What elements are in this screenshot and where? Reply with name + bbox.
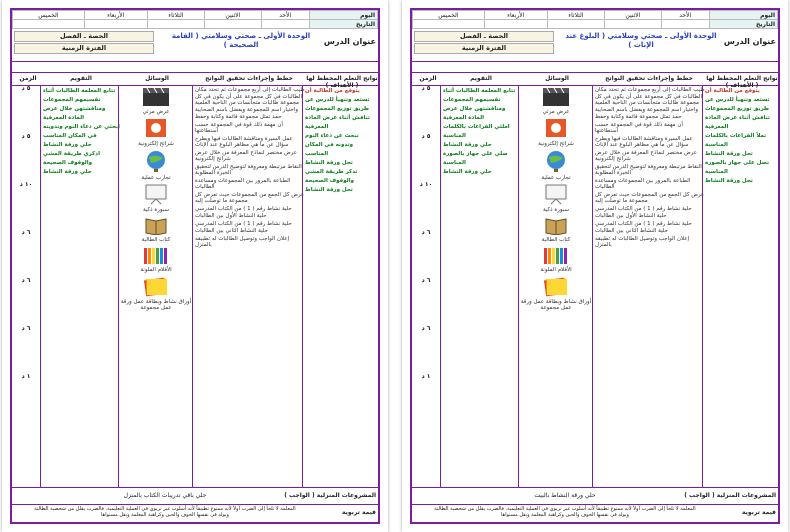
paper-stack-icon xyxy=(141,275,171,297)
media-caption: الأقلام الملونة xyxy=(540,267,572,273)
lesson-label: عنوان الدرس xyxy=(323,37,376,46)
procedures-column xyxy=(592,85,707,488)
procedure-item: طيب الطالبات إلى أربع مجموعات ثم تحدد مكان الطالبات في كل مجموعة على أن يكون في كل مجموعة طالبات متجانسات من الناحية العلمية واختيار اسم للمجموعة ويفضل باسم الصحابية xyxy=(595,87,705,113)
time-column xyxy=(412,85,440,488)
procedure-item: طيب الطالبات إلى أربع مجموعات ثم تحدد مكان الطالبات في كل مجموعة على أن يكون في كل مجموعة طالبات متجانسات من الناحية العلمية واختيار اسم للمجموعة ويفضل باسم الصحابية xyxy=(195,87,305,113)
colored-pencils-icon xyxy=(141,245,171,265)
day-label: اليوم xyxy=(309,11,377,20)
media-caption: تجارب عملية xyxy=(541,175,571,181)
media-caption: عرض مرئي xyxy=(142,109,170,115)
col-procedures: خطط وإجراءات تحقيق النواتج xyxy=(205,75,293,82)
book-icon xyxy=(143,215,169,235)
media-caption: شرائح إلكترونية xyxy=(538,141,574,147)
lesson-title-row xyxy=(412,29,778,62)
globe-icon xyxy=(543,149,569,173)
media-caption: أوراق نشاط وبطاقة عمل ورقة عمل مجموعة xyxy=(120,299,192,311)
lesson-label: عنوان الدرس xyxy=(723,37,776,46)
time-value: ٦ د xyxy=(421,229,431,236)
day-cell: الأربعاء xyxy=(484,11,547,20)
whiteboard-icon xyxy=(143,183,169,205)
eval-item: املئي الفراغات بالكلمات المناسبة xyxy=(443,124,510,139)
col-eval: التقويم xyxy=(70,75,92,82)
time-value: ١ د xyxy=(21,373,31,380)
period-label: الفترة الزمنية xyxy=(14,43,154,54)
procedure-item: النقاط مرتبطة ومعروفة لتوضيح الدرس لتحقيق الخبرة المطلوبة xyxy=(195,163,302,176)
procedure-item: عرض كل الجمع من المجموعات حيث تعرض كل مجموعة ما توصلت إليه xyxy=(595,191,705,204)
homework-label: المشروعات المنزلية ( الواجب ) xyxy=(284,492,376,499)
eval-item: اذكري طريقة المشي والوقوف الصحيحة xyxy=(43,151,100,166)
day-cell: الأحد xyxy=(261,11,309,20)
goals-heading: يتوقع من الطالبة أن xyxy=(705,88,760,94)
time-value: ٥ د xyxy=(421,85,431,92)
day-cell: الاثنين xyxy=(205,11,262,20)
col-procedures: خطط وإجراءات تحقيق النواتج xyxy=(605,75,693,82)
goal-item: تستعد وتتهيأ للدرس عن طريق توزيع المجموعات xyxy=(705,97,770,112)
time-value: ١٠ د xyxy=(19,181,33,188)
procedure-item: أن مهمة ذلك قوة في المجموعة حسب استطاعتها xyxy=(195,121,283,134)
lesson-plan-page-right xyxy=(402,0,788,532)
goal-item: تملأ الفراغات بالكلمات المناسبة xyxy=(705,133,767,148)
clapperboard-icon xyxy=(541,85,571,107)
procedure-item: حلية النشاط الأول بين الطالبات xyxy=(195,213,267,219)
lesson-plan-page-left xyxy=(2,0,388,532)
day-cell: الثلاثاء xyxy=(147,11,204,20)
eval-item: تتابع المعلمة الطالبات أثناء تقسيمهم المجموعات ومناقشتهن خلال عرض المادة المعرفية xyxy=(43,88,116,121)
media-column xyxy=(118,85,193,488)
eval-item: حلي ورقة النشاط xyxy=(443,169,492,175)
procedure-item: النقاط مرتبطة ومعروفة لتوضيح الدرس لتحقيق الخبرة المطلوبة xyxy=(595,163,702,176)
goal-item: تناقش أثناء عرض المادة المعرفية xyxy=(305,115,370,130)
value-label: قيمة تربوية xyxy=(341,509,376,516)
media-caption: عرض مرئي xyxy=(542,109,570,115)
procedure-item: حلية نشاط رقم ( 1 ) من الكتاب المدرسي xyxy=(195,205,292,212)
eval-column xyxy=(40,85,123,488)
period-label: الفترة الزمنية xyxy=(414,43,554,54)
plan-body xyxy=(412,85,778,488)
slides-icon xyxy=(143,117,169,139)
procedure-item: عمل السيرة ومناقشة الطالبات فيها ويطرح سؤال عن ما هي مظاهر البلوغ عند الإناث xyxy=(195,135,293,148)
day-cell: الأحد xyxy=(661,11,709,20)
plan-footer xyxy=(412,487,778,522)
col-goals: نواتج التعلم المخطط لها ( الأهداف ) xyxy=(306,75,378,89)
colored-pencils-icon xyxy=(541,245,571,265)
value-text: المعلمة لا تلجأ إلى الضرب أولاً لأنه ممنوع تطبيقاً لأنه أسلوب غير تربوي في العملية التعليمية. فالضرب يقلل من شخصية الطالبة ويولد في نفسها الخوف والجبن وكراهية المعلمة ويقل مستواها xyxy=(34,506,296,518)
day-cell: الخميس xyxy=(413,11,485,20)
goals-column xyxy=(302,85,378,488)
procedure-item: حلية نشاط رقم ( 1 ) من الكتاب المدرسي xyxy=(595,205,692,212)
whiteboard-icon xyxy=(543,183,569,205)
lesson-title-row xyxy=(12,29,378,62)
day-cell: الاثنين xyxy=(605,11,662,20)
procedure-item: حلية النشاط الثاني بين الطالبات xyxy=(195,228,268,234)
procedure-item: الطباعة بالمرور بين المجموعات ومساعدة الطالبات xyxy=(595,177,691,190)
goal-item: تناقش أثناء عرض المادة المعرفية xyxy=(705,115,770,130)
col-eval: التقويم xyxy=(470,75,492,82)
eval-column xyxy=(440,85,523,488)
class-label: الحصة ـ الفصل xyxy=(14,31,154,42)
globe-icon xyxy=(143,149,169,173)
value-text: المعلمة لا تلجأ إلى الضرب أولاً لأنه ممنوع تطبيقاً لأنه أسلوب غير تربوي في العملية التعليمية. فالضرب يقلل من شخصية الطالبة ويولد في نفسها الخوف والجبن وكراهية المعلمة ويقل مستواها xyxy=(434,506,696,518)
time-value: ١٠ د xyxy=(419,181,433,188)
goal-item: تذكر طريقة المشي والوقوف الصحيحة xyxy=(305,169,358,184)
day-cell: الثلاثاء xyxy=(547,11,604,20)
goal-item: تحل ورقة النشاط xyxy=(705,178,753,184)
col-time: الزمن xyxy=(19,75,37,82)
day-cell: الخميس xyxy=(13,11,85,20)
page-border xyxy=(10,8,380,524)
procedure-item: حلية النشاط الثاني بين الطالبات xyxy=(595,228,668,234)
procedure-item: الطباعة بالمرور بين المجموعات ومساعدة الطالبات xyxy=(195,177,291,190)
col-goals: نواتج التعلم المخطط لها ( الأهداف ) xyxy=(706,75,778,89)
clapperboard-icon xyxy=(141,85,171,107)
schedule-header xyxy=(412,10,778,29)
eval-item: حلي ورقة النشاط xyxy=(43,169,92,175)
page-border xyxy=(410,8,780,524)
date-label: التاريخ xyxy=(709,20,777,29)
plan-footer xyxy=(12,487,378,522)
homework-text: حلي باقي تدريبات الكتاب بالمنزل xyxy=(123,492,207,499)
col-time: الزمن xyxy=(419,75,437,82)
procedure-item: حمد تمثل مجموعة قائمة وكتابة وحفظ xyxy=(595,114,682,120)
goals-heading: يتوقع من الطالبة أن xyxy=(305,88,360,94)
time-value: ٦ د xyxy=(21,325,31,332)
media-caption: شرائح إلكترونية xyxy=(138,141,174,147)
media-caption: أوراق نشاط وبطاقة عمل ورقة عمل مجموعة xyxy=(520,299,592,311)
class-label: الحصة ـ الفصل xyxy=(414,31,554,42)
eval-item: صلي على جهاز بالصورة المناسبة xyxy=(443,151,508,166)
media-caption: الأقلام الملونة xyxy=(140,267,172,273)
homework-text: حلي ورقة النشاط بالبيت xyxy=(534,492,596,499)
media-caption: سبورة ذكية xyxy=(142,207,170,213)
procedure-item: عرض كل الجمع من المجموعات حيث تعرض كل مجموعة ما توصلت إليه xyxy=(195,191,305,204)
date-label: التاريخ xyxy=(309,20,377,29)
procedure-item: عمل السيرة ومناقشة الطالبات فيها ويطرح سؤال عن ما هي مظاهر البلوغ عند الإناث xyxy=(595,135,693,148)
procedures-column xyxy=(192,85,307,488)
value-label: قيمة تربوية xyxy=(741,509,776,516)
goal-item: تستعد وتتهيأ للدرس عن طريق توزيع المجموعات xyxy=(305,97,370,112)
eval-item: حلي ورقة النشاط xyxy=(43,142,92,148)
procedure-item: إعلان الواجب وتوصيل الطالبات له تطبيقه بالمنزل xyxy=(595,235,690,248)
day-cell: الأربعاء xyxy=(84,11,147,20)
media-caption: كتاب الطالبة xyxy=(141,237,171,243)
eval-item: ابحثي عن دعاء النوم وتدوينه في المكان المناسب xyxy=(43,124,120,139)
goal-item: تحل ورقة النشاط xyxy=(305,187,353,193)
time-column xyxy=(12,85,40,488)
media-caption: تجارب عملية xyxy=(141,175,171,181)
book-icon xyxy=(543,215,569,235)
lesson-title: الوحدة الأولى ـ صحتي وسلامتي ( القامة الصحيحة ) xyxy=(171,32,311,49)
time-value: ٦ د xyxy=(21,277,31,284)
homework-label: المشروعات المنزلية ( الواجب ) xyxy=(684,492,776,499)
media-caption: سبورة ذكية xyxy=(542,207,570,213)
plan-body xyxy=(12,85,378,488)
time-value: ١ د xyxy=(421,373,431,380)
col-media: الوسائل xyxy=(545,75,569,82)
paper-stack-icon xyxy=(541,275,571,297)
slides-icon xyxy=(543,117,569,139)
goal-item: تصل على جهاز بالصورة المناسبة xyxy=(705,160,770,175)
goal-item: تبحث عن دعاء النوم وتدونه في المكان المناسب xyxy=(305,133,359,157)
time-value: ٥ د xyxy=(421,133,431,140)
eval-item: حلي ورقة النشاط xyxy=(443,142,492,148)
eval-item: تتابع المعلمة الطالبات أثناء تقسيمهم المجموعات ومناقشتهن خلال عرض المادة المعرفية xyxy=(443,88,516,121)
procedure-item: حلية نشاط رقم ( 1 ) من الكتاب المدرسي xyxy=(195,220,292,227)
procedure-item: عرض مختصر لنماذج المعرفة من خلال عرض شرائح إلكترونية xyxy=(195,149,298,162)
time-value: ٦ د xyxy=(421,325,431,332)
procedure-item: حلية النشاط الأول بين الطالبات xyxy=(595,213,667,219)
time-value: ٦ د xyxy=(421,277,431,284)
media-caption: كتاب الطالبة xyxy=(541,237,571,243)
goal-item: تحل ورقة النشاط xyxy=(705,151,753,157)
procedure-item: حلية نشاط رقم ( 1 ) من الكتاب المدرسي xyxy=(595,220,692,227)
media-column xyxy=(518,85,593,488)
procedure-item: عرض مختصر لنماذج المعرفة من خلال عرض شرائح إلكترونية xyxy=(595,149,698,162)
procedure-item: أن مهمة ذلك قوة في المجموعة حسب استطاعتها xyxy=(595,121,683,134)
day-label: اليوم xyxy=(709,11,777,20)
goals-column xyxy=(702,85,778,488)
time-value: ٦ د xyxy=(21,229,31,236)
col-media: الوسائل xyxy=(145,75,169,82)
time-value: ٥ د xyxy=(21,85,31,92)
procedure-item: حمد تمثل مجموعة قائمة وكتابة وحفظ xyxy=(195,114,282,120)
goal-item: تحل ورقة النشاط xyxy=(305,160,353,166)
time-value: ٥ د xyxy=(21,133,31,140)
schedule-header xyxy=(12,10,378,29)
lesson-title: الوحدة الأولى ـ صحتي وسلامتي ( البلوغ عند الإناث ) xyxy=(565,32,717,49)
procedure-item: إعلان الواجب وتوصيل الطالبات له تطبيقه بالمنزل xyxy=(195,235,290,248)
